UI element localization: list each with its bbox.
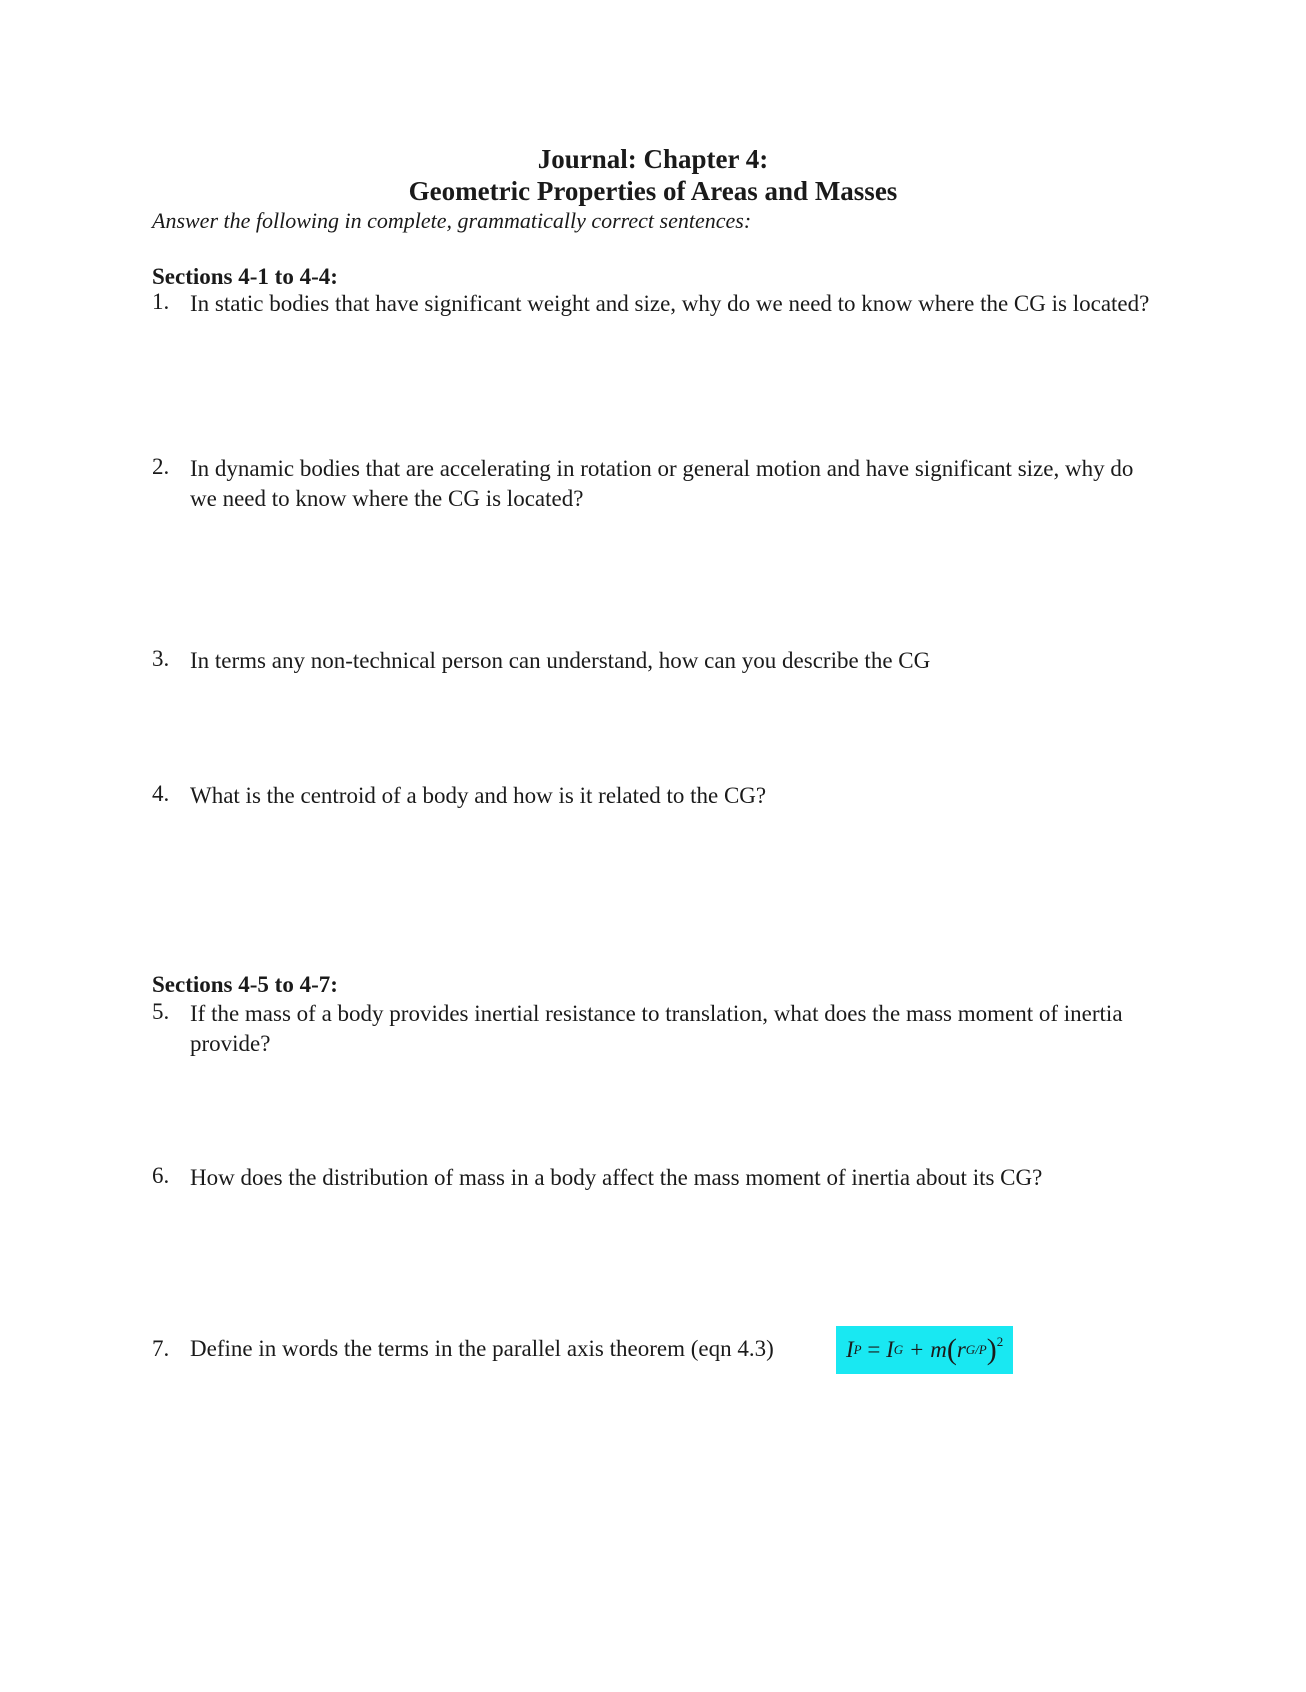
title-line-2: Geometric Properties of Areas and Masses: [408, 176, 898, 206]
formula-lhs-sub: P: [853, 1342, 862, 1357]
question-6-text: How does the distribution of mass in a body affect the mass moment of inertia about its CG?: [190, 1165, 1043, 1190]
question-2-number: 2.: [152, 454, 170, 479]
question-7-number: 7.: [152, 1336, 170, 1361]
formula-term1: I: [886, 1337, 894, 1362]
question-2-text: In dynamic bodies that are accelerating in rotation or general motion and have significant size, why do we need to know where the CG is located?: [190, 456, 1134, 511]
question-1-text: In static bodies that have significant weight and size, why do we need to know where the CG is located?: [190, 291, 1150, 316]
question-4-number: 4.: [152, 781, 170, 806]
question-5-text: If the mass of a body provides inertial resistance to translation, what does the mass moment of inertia provide?: [190, 1001, 1123, 1056]
question-5-number: 5.: [152, 999, 170, 1024]
formula-lhs: I: [846, 1337, 854, 1362]
formula-plus-m: + m: [903, 1337, 947, 1362]
title-line-1: Journal: Chapter 4:: [537, 144, 769, 174]
formula-paren-close: ): [986, 1333, 997, 1366]
question-7-text: Define in words the terms in the parallel axis theorem (eqn 4.3): [190, 1336, 774, 1361]
question-1-number: 1.: [152, 289, 170, 314]
section-heading-2: Sections 4-5 to 4-7:: [152, 972, 338, 997]
formula-r-sub: G/P: [965, 1342, 987, 1357]
formula-paren-open: (: [946, 1333, 957, 1366]
formula-r: r: [956, 1337, 966, 1362]
section-heading-1: Sections 4-1 to 4-4:: [152, 264, 338, 289]
question-6-number: 6.: [152, 1163, 170, 1188]
question-4-text: What is the centroid of a body and how is it related to the CG?: [190, 783, 767, 808]
instructions: Answer the following in complete, grammatically correct sentences:: [152, 208, 752, 233]
parallel-axis-formula: [836, 1326, 1013, 1374]
question-3-number: 3.: [152, 646, 170, 671]
formula-exponent: 2: [996, 1334, 1004, 1349]
formula-term1-sub: G: [893, 1342, 904, 1357]
question-3-text: In terms any non-technical person can understand, how can you describe the CG: [190, 648, 931, 673]
formula-equals: =: [861, 1337, 887, 1362]
